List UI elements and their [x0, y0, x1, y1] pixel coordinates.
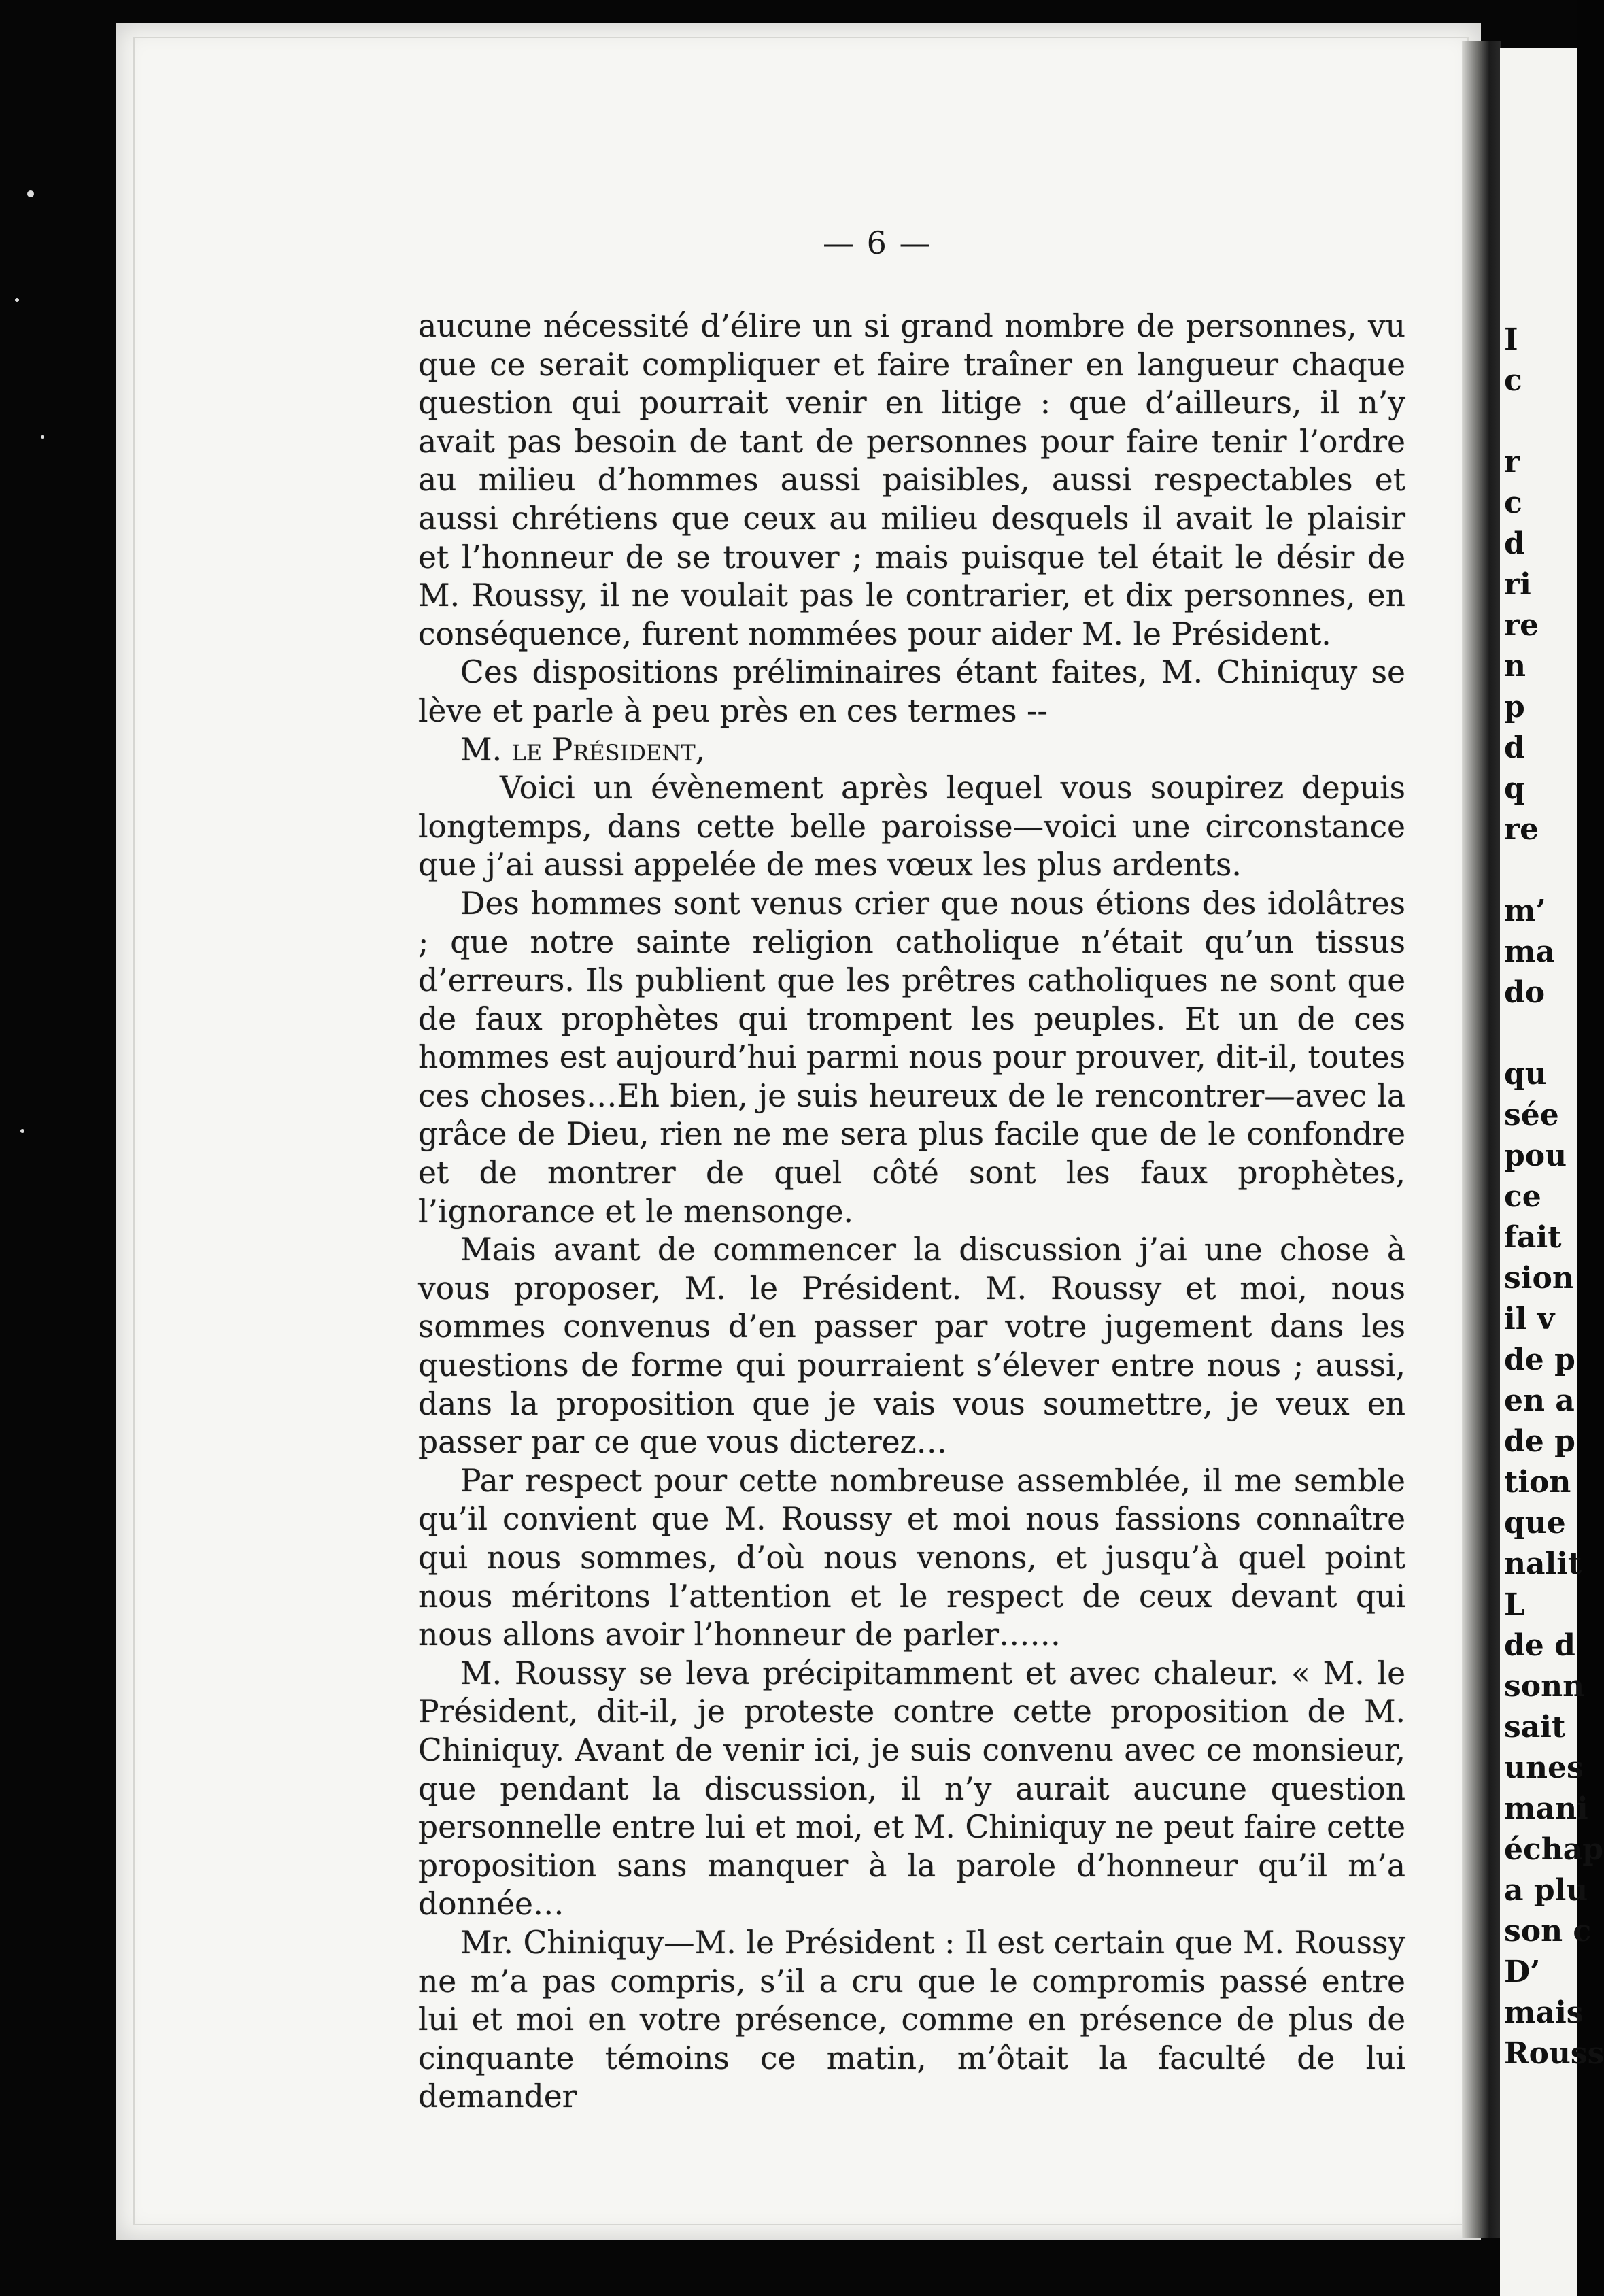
facing-page-line: sion: [1504, 1261, 1574, 1296]
facing-page-line: nalit: [1504, 1547, 1582, 1581]
facing-page-line: ma: [1504, 934, 1556, 969]
facing-page-line: fait: [1504, 1220, 1562, 1255]
facing-page-line: en a: [1504, 1383, 1575, 1418]
facing-page-line: D’: [1504, 1955, 1541, 1989]
facing-page-line: n: [1504, 649, 1526, 683]
paragraph: M. Roussy se leva précipitamment et avec chaleur. « M. le Président, dit-il, je proteste contre cette proposition de M. Chiniquy. Avant de venir ici, je suis convenu avec ce monsieur, que pendant la discussion, il n’y aurait aucune question personnelle entre lui et moi, et M. Chiniquy ne peut faire cette proposition sans manquer à la parole d’honneur qu’il m’a donnée…: [418, 1655, 1405, 1923]
facing-page-line: q: [1504, 771, 1525, 806]
facing-page-line: de d: [1504, 1628, 1575, 1663]
paragraph: aucune nécessité d’élire un si grand nombre de personnes, vu que ce serait compliquer et faire traîner en langueur chaque question qui pourrait venir en litige : que d’ailleurs, il n’y avait pas besoin de tant de personnes pour faire tenir l’ordre au milieu d’hommes aussi paisibles, aussi respectables et aussi chrétiens que ceux au milieu desquels il avait le plaisir et l’honneur de se trouver ; mais puisque tel était le désir de M. Roussy, il ne voulait pas le contrarier, et dix personnes, en conséquence, furent nommées pour aider M. le Président.: [418, 308, 1405, 652]
facing-page-line: qu: [1504, 1057, 1547, 1092]
facing-page-line: re: [1504, 608, 1539, 643]
facing-page-line: [1504, 850, 1577, 891]
facing-page-line: m’: [1504, 894, 1546, 928]
paragraph: Mais avant de commencer la discussion j’ai une chose à vous proposer, M. le Président. M. Roussy et moi, nous sommes convenus d’en passer par votre jugement dans les questions de forme qui pourraient s’élever entre nous ; aussi, dans la proposition que je vais vous soumettre, je veux en passer par ce que vous dicterez…: [418, 1232, 1405, 1461]
facing-page-line: d: [1504, 730, 1525, 765]
facing-page-line: a plu: [1504, 1873, 1588, 1908]
facing-page-line: ri: [1504, 567, 1531, 602]
facing-page-line: que: [1504, 1506, 1566, 1540]
facing-page-line: sait: [1504, 1710, 1566, 1744]
facing-page-line: de p: [1504, 1424, 1575, 1459]
paragraph: Des hommes sont venus crier que nous étions des idolâtres ; que notre sainte religion catholique n’était qu’un tissus d’erreurs. Ils publient que les prêtres catholiques ne sont que de faux prophètes qui trompent les peuples. Et un de ces hommes est aujourd’hui parmi nous pour prouver, dit-il, toutes ces choses…Eh bien, je suis heureux de le rencontrer—avec la grâce de Dieu, rien ne me sera plus facile que de le confondre et de montrer de quel côté sont les faux prophètes, l’ignorance et le mensonge.: [418, 885, 1405, 1230]
facing-page-line: I: [1504, 322, 1518, 357]
facing-page-line: mani: [1504, 1791, 1588, 1826]
paragraph: Voici un évènement après lequel vous soupirez depuis longtemps, dans cette belle paroisse—voici une circonstance que j’ai aussi appelée de mes vœux les plus ardents.: [418, 770, 1405, 883]
facing-page-line: mais: [1504, 1995, 1584, 2030]
facing-page-line: ce: [1504, 1179, 1541, 1214]
facing-page-line: c: [1504, 486, 1522, 520]
facing-page-line: d: [1504, 526, 1525, 561]
paragraph: Ces dispositions préliminaires étant faites, M. Chiniquy se lève et parle à peu près en ces termes --: [418, 654, 1405, 729]
facing-page-line: unes: [1504, 1751, 1584, 1785]
paragraph: Mr. Chiniquy—M. le Président : Il est certain que M. Roussy ne m’a pas compris, s’il a cru que le compromis passé entre lui et moi en votre présence, comme en présence de plus de cinquante témoins ce matin, m’ôtait la faculté de lui demander: [418, 1924, 1405, 2115]
facing-page-line: [1504, 401, 1577, 442]
scan-specks: [0, 0, 82, 2296]
facing-page-text: [1504, 320, 1604, 2074]
paragraph: Par respect pour cette nombreuse assemblée, il me semble qu’il convient que M. Roussy et moi nous fassions connaître qui nous sommes, d’où nous venons, et jusqu’à quel point nous méritons l’attention et le respect de ceux devant qui nous allons avoir l’honneur de parler……: [418, 1462, 1405, 1653]
facing-page-line: tion: [1504, 1465, 1571, 1500]
facing-page-line: sée: [1504, 1098, 1559, 1132]
facing-page-line: il v: [1504, 1302, 1555, 1336]
facing-page-line: Rouss: [1504, 2036, 1604, 2071]
body-text: [418, 307, 1405, 2116]
salutation: M. le Président,: [460, 731, 706, 768]
facing-page-line: do: [1504, 975, 1546, 1010]
facing-page-line: re: [1504, 812, 1539, 847]
facing-page-line: de p: [1504, 1343, 1575, 1377]
facing-page-line: pou: [1504, 1138, 1567, 1173]
facing-page-line: p: [1504, 690, 1525, 724]
page-number: — 6 —: [823, 224, 932, 261]
facing-page-line: [1504, 1013, 1577, 1054]
facing-page-line: c: [1504, 363, 1522, 398]
facing-page-line: son c: [1504, 1914, 1592, 1948]
facing-page-line: échap: [1504, 1832, 1604, 1867]
facing-page-line: L: [1504, 1587, 1525, 1622]
book-gutter: [1462, 41, 1501, 2238]
facing-page-line: sonn: [1504, 1669, 1585, 1704]
facing-page-line: r: [1504, 445, 1520, 479]
